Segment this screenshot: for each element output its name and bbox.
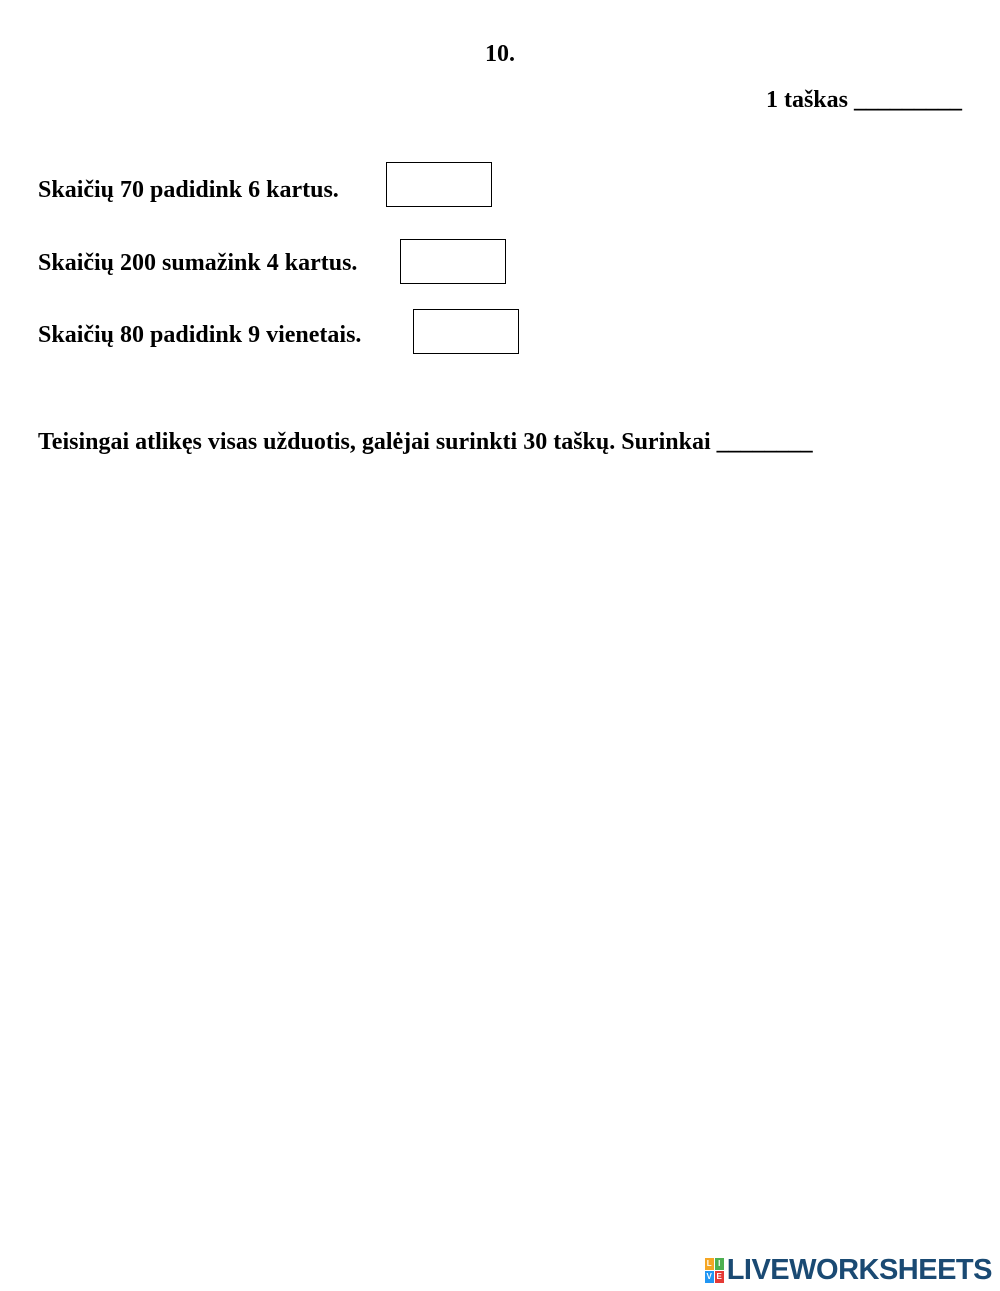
task-number: 10. [485, 41, 515, 67]
points-label: 1 taškas _________ [765, 87, 962, 113]
logo-text: LIVEWORKSHEETS [726, 1254, 992, 1286]
logo-icon-letter: L [705, 1258, 714, 1270]
logo-icon-letter: I [715, 1258, 724, 1270]
question-3-text: Skaičių 80 padidink 9 vienetais. [38, 322, 362, 348]
logo-icon-letter: V [706, 1271, 712, 1281]
question-2-text: Skaičių 200 sumažink 4 kartus. [38, 250, 358, 276]
summary-text: Teisingai atlikęs visas užduotis, galėjai surinkti 30 taškų. Surinkai ________ [38, 429, 813, 455]
answer-box-2[interactable] [400, 239, 506, 284]
liveworksheets-logo [705, 1254, 992, 1286]
answer-box-3[interactable] [413, 309, 519, 354]
question-1-text: Skaičių 70 padidink 6 kartus. [38, 177, 339, 203]
answer-box-1[interactable] [386, 162, 492, 207]
logo-icon [705, 1258, 724, 1283]
logo-icon-letter: E [716, 1271, 722, 1281]
